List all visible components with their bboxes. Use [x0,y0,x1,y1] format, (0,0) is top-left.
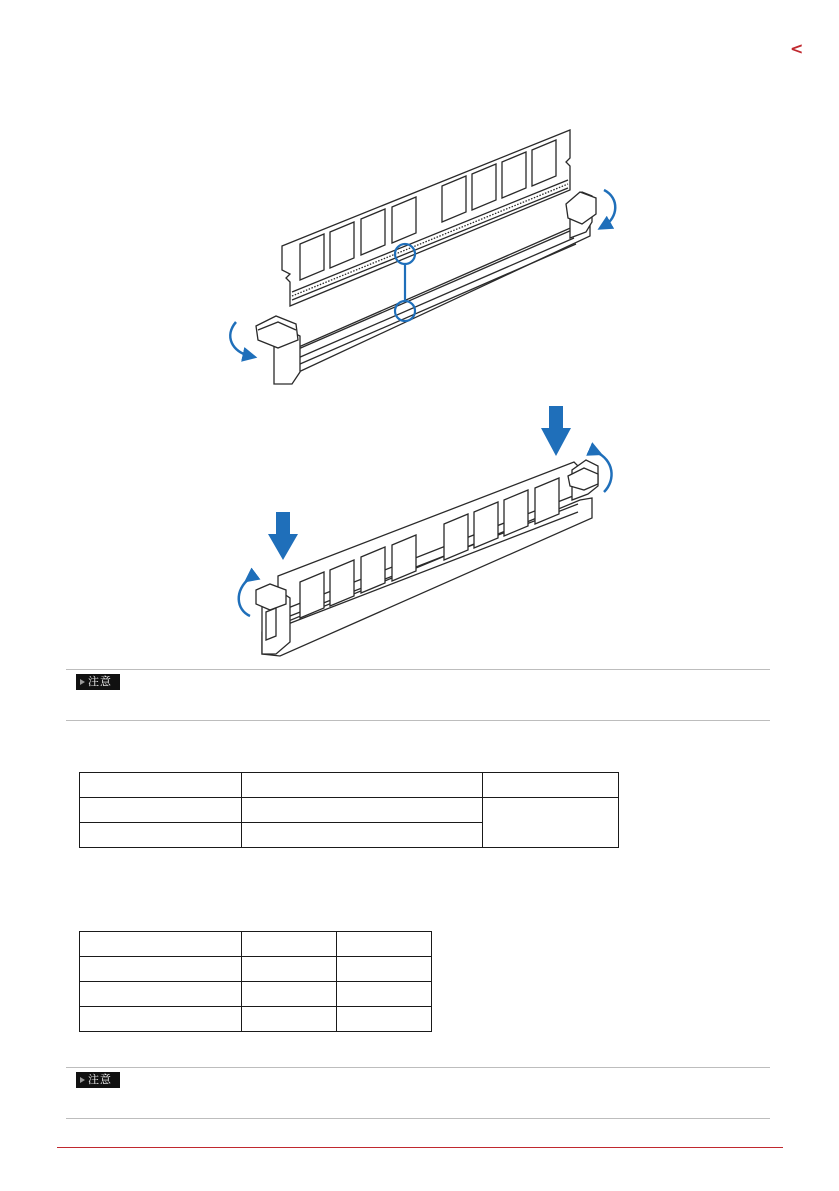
table-cell [241,823,483,848]
note-label: 注意 [88,675,112,688]
table-cell [80,932,242,957]
dimm-module [278,462,578,632]
dimm-module [282,130,570,306]
table-cell [241,957,337,982]
table-cell [80,1007,242,1032]
table-cell [337,1007,432,1032]
dimm-seated-figure [239,406,612,656]
left-latch [256,584,290,654]
note-badge [76,674,120,690]
table-cell [337,957,432,982]
table-1 [79,772,619,848]
table-cell [241,798,483,823]
table-cell [483,798,619,848]
table-cell [241,773,483,798]
rotate-arrow-icon [239,578,250,616]
table-row [80,798,619,823]
left-latch [256,316,300,384]
footer-rule [57,1147,783,1148]
table-cell [80,957,242,982]
table-cell [80,798,242,823]
note-top-rule [66,669,770,670]
note-bottom-rule [66,1118,770,1119]
note-badge [76,1072,120,1088]
table-row [80,957,432,982]
right-latch [566,192,596,238]
table-row [80,773,619,798]
rotate-arrow-icon [604,190,615,226]
table-cell [241,1007,337,1032]
note-bottom-rule [66,720,770,721]
note-label: 注意 [88,1073,112,1086]
table-row [80,982,432,1007]
table-cell [337,932,432,957]
back-chevron-icon[interactable]: < [790,39,804,58]
table-row [80,932,432,957]
table-cell [80,823,242,848]
triangle-icon [80,679,85,685]
dimm-insert-figure [230,130,615,384]
table-cell [241,982,337,1007]
down-arrow-icon [541,406,571,456]
table-2 [79,931,432,1032]
table-cell [80,773,242,798]
table-cell [337,982,432,1007]
rotate-arrow-icon [230,322,250,356]
table-cell [80,982,242,1007]
note-top-rule [66,1067,770,1068]
down-arrow-icon [268,512,298,560]
table-row [80,1007,432,1032]
table-cell [483,773,619,798]
table-cell [241,932,337,957]
triangle-icon [80,1077,85,1083]
